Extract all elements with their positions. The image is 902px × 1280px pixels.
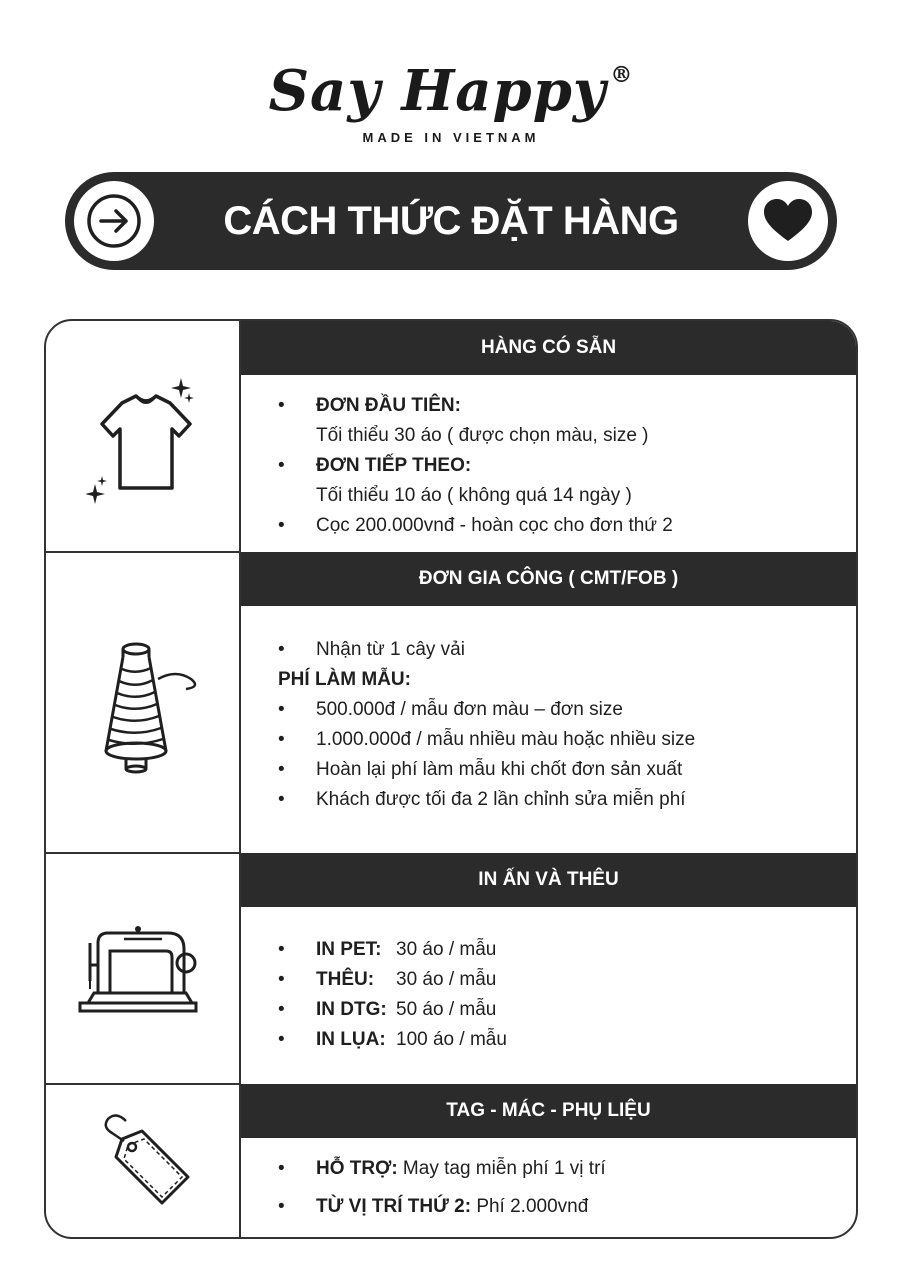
tshirt-icon — [86, 376, 206, 511]
page-title: CÁCH THỨC ĐẶT HÀNG — [223, 199, 679, 243]
title-banner — [65, 172, 837, 270]
logo-tagline: MADE IN VIETNAM — [362, 130, 540, 145]
list-item: Tối thiểu 30 áo ( được chọn màu, size ) — [316, 425, 649, 446]
logo-name: Say Happy ® — [268, 58, 634, 124]
list-item: • Nhận từ 1 cây vải — [278, 639, 465, 660]
section-title-printing-embroidery: IN ẤN VÀ THÊU — [241, 853, 856, 907]
row-divider — [46, 551, 239, 553]
thread-spool-icon — [96, 639, 206, 779]
list-item: • IN DTG: 50 áo / mẫu — [278, 999, 497, 1020]
list-item: • HỖ TRỢ: May tag miễn phí 1 vị trí — [278, 1158, 606, 1179]
section-content-outsourcing — [278, 635, 846, 815]
list-heading: PHÍ LÀM MẪU: — [278, 669, 411, 690]
price-tag-icon — [96, 1111, 196, 1211]
section-content-printing-embroidery — [278, 935, 846, 1055]
brand-logo — [0, 40, 902, 145]
sewing-machine-icon — [76, 921, 206, 1016]
section-content-in-stock — [278, 391, 846, 541]
list-item: • IN LỤA: 100 áo / mẫu — [278, 1029, 507, 1050]
registered-mark: ® — [610, 62, 634, 88]
row-divider — [46, 852, 239, 854]
list-item: • ĐƠN TIẾP THEO: — [278, 455, 472, 476]
list-item: • 1.000.000đ / mẫu nhiều màu hoặc nhiều size — [278, 729, 696, 750]
list-item: • IN PET: 30 áo / mẫu — [278, 939, 497, 960]
list-item: • TỪ VỊ TRÍ THỨ 2: Phí 2.000vnđ — [278, 1196, 589, 1217]
list-item: Tối thiểu 10 áo ( không quá 14 ngày ) — [316, 485, 632, 506]
heart-icon — [748, 181, 828, 261]
section-title-tags-accessories: TAG - MÁC - PHỤ LIỆU — [241, 1084, 856, 1138]
list-item: • Hoàn lại phí làm mẫu khi chốt đơn sản xuất — [278, 759, 683, 780]
list-item: • ĐƠN ĐẦU TIÊN: — [278, 395, 461, 416]
list-item: • Cọc 200.000vnđ - hoàn cọc cho đơn thứ 2 — [278, 515, 673, 536]
section-title-outsourcing: ĐƠN GIA CÔNG ( CMT/FOB ) — [241, 552, 856, 606]
row-divider — [46, 1083, 239, 1085]
section-content-tags-accessories — [278, 1154, 846, 1222]
section-title-in-stock: HÀNG CÓ SẴN — [241, 321, 856, 375]
list-item: • THÊU: 30 áo / mẫu — [278, 969, 497, 990]
order-info-table — [44, 319, 858, 1239]
list-item: • 500.000đ / mẫu đơn màu – đơn size — [278, 699, 623, 720]
list-item: • Khách được tối đa 2 lần chỉnh sửa miễn phí — [278, 789, 686, 810]
